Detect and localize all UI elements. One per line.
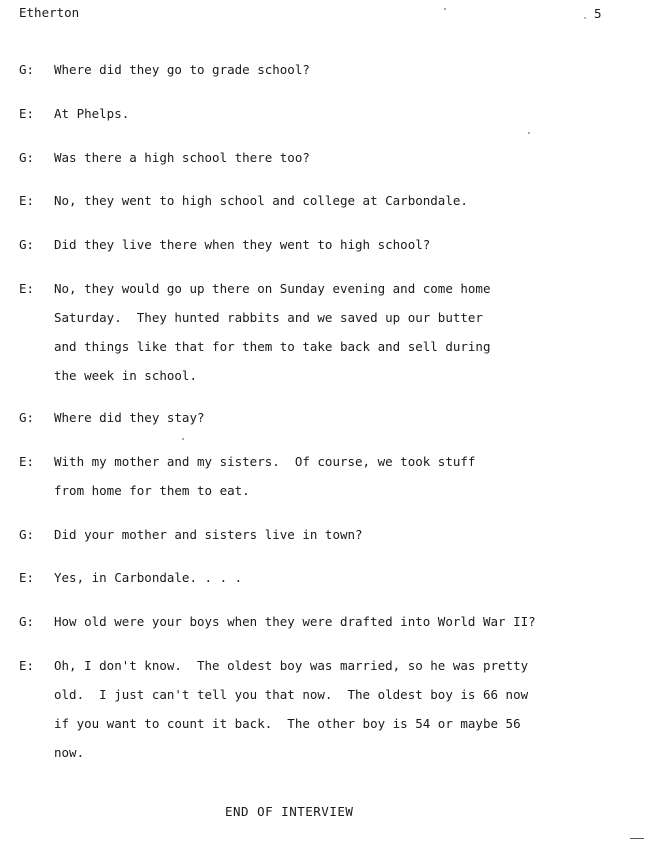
speaker-label: G: — [19, 410, 35, 425]
speaker-label: E: — [19, 193, 35, 208]
transcript-line: Did they live there when they went to high school? — [54, 237, 431, 252]
transcript-line: Was there a high school there too? — [54, 150, 310, 165]
speaker-label: G: — [19, 237, 35, 252]
speaker-label: G: — [19, 62, 35, 77]
transcript-line: How old were your boys when they were drafted into World War II? — [54, 614, 536, 629]
transcript-line: Oh, I don't know. The oldest boy was married, so he was pretty — [54, 658, 529, 673]
end-of-interview-label: END OF INTERVIEW — [225, 804, 354, 819]
speaker-label: G: — [19, 527, 35, 542]
transcript-line: Saturday. They hunted rabbits and we saved up our butter — [54, 310, 483, 325]
speaker-label: E: — [19, 570, 35, 585]
scan-speck — [444, 8, 446, 10]
speaker-label: G: — [19, 150, 35, 165]
scan-speck — [528, 132, 530, 134]
transcript-line: With my mother and my sisters. Of course, we took stuff — [54, 454, 476, 469]
page-number: 5 — [594, 6, 602, 21]
speaker-label: E: — [19, 106, 35, 121]
transcript-line: now. — [54, 745, 85, 760]
speaker-label: E: — [19, 658, 35, 673]
transcript-line: No, they would go up there on Sunday evening and come home — [54, 281, 491, 296]
scan-speck — [182, 438, 184, 440]
transcript-line: At Phelps. — [54, 106, 130, 121]
speaker-label: E: — [19, 281, 35, 296]
transcript-line: Yes, in Carbondale. . . . — [54, 570, 243, 585]
transcript-line: old. I just can't tell you that now. The oldest boy is 66 now — [54, 687, 529, 702]
speaker-label: G: — [19, 614, 35, 629]
transcript-line: and things like that for them to take back and sell during — [54, 339, 491, 354]
transcript-line: Where did they go to grade school? — [54, 62, 310, 77]
header-interviewee-name: Etherton — [19, 5, 80, 20]
speaker-label: E: — [19, 454, 35, 469]
transcript-line: from home for them to eat. — [54, 483, 250, 498]
corner-scan-mark — [630, 838, 644, 839]
transcript-line: No, they went to high school and college at Carbondale. — [54, 193, 468, 208]
margin-tick-mark: ˎ — [582, 8, 589, 19]
transcript-line: Did your mother and sisters live in town? — [54, 527, 363, 542]
transcript-line: if you want to count it back. The other boy is 54 or maybe 56 — [54, 716, 521, 731]
transcript-line: the week in school. — [54, 368, 197, 383]
transcript-line: Where did they stay? — [54, 410, 205, 425]
